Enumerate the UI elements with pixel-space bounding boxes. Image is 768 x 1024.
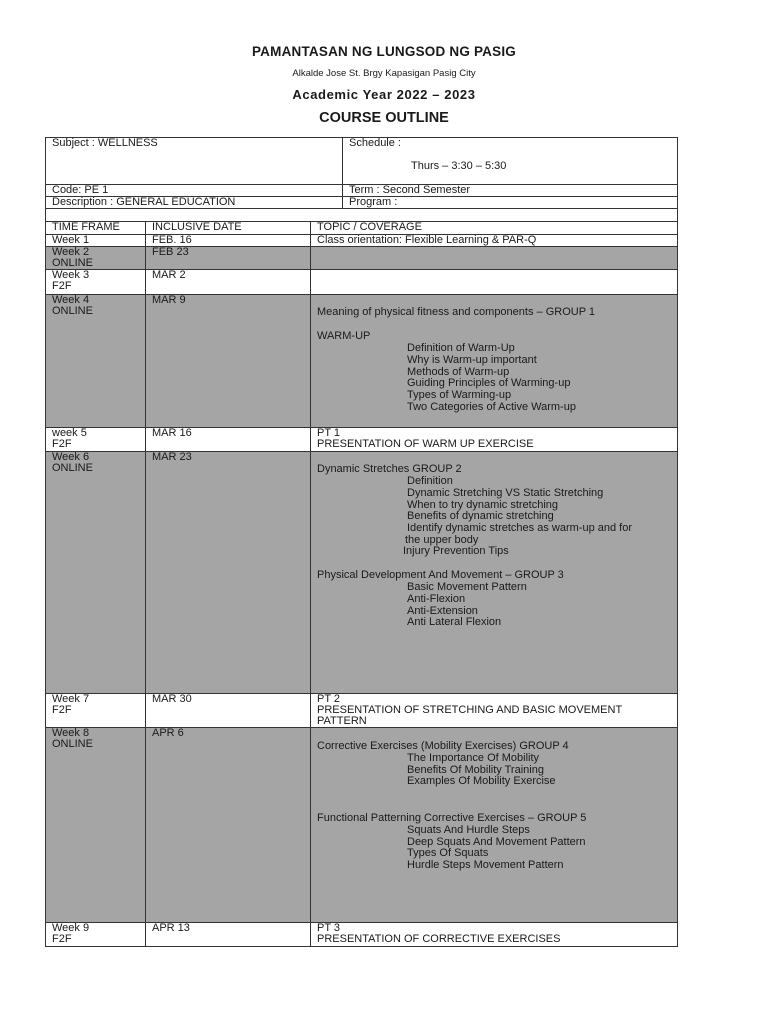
topic-line: Definition <box>407 475 453 487</box>
topic-line: Physical Development And Movement – GROUP 3 <box>317 569 564 581</box>
table-row-week4-topic <box>310 294 678 428</box>
table-row-week5-time <box>45 427 146 452</box>
week-label: Week 2 <box>52 246 90 258</box>
week-label: Week 9 <box>52 922 90 934</box>
table-row-week6-date <box>145 451 311 694</box>
topic-line: PT 1 <box>317 427 341 439</box>
table-row-week7-topic <box>310 693 678 728</box>
table-row-week9-time <box>45 922 146 947</box>
subject-text: Subject : WELLNESS <box>52 137 158 149</box>
mode-label: ONLINE <box>52 738 93 750</box>
table-row-week7-time <box>45 693 146 728</box>
table-row-week2-topic <box>310 246 678 270</box>
topic-line: Anti-Flexion <box>407 593 466 605</box>
university-name: PAMANTASAN NG LUNGSOD NG PASIG <box>251 44 516 59</box>
mode-label: ONLINE <box>52 462 93 474</box>
date-label: MAR 23 <box>152 451 192 463</box>
topic-line: When to try dynamic stretching <box>407 499 559 511</box>
topic-line: WARM-UP <box>317 330 371 342</box>
table-row-week5-date <box>145 427 311 452</box>
date-label: MAR 16 <box>152 427 192 439</box>
mode-label: F2F <box>52 704 72 716</box>
week-label: Week 1 <box>52 234 90 246</box>
topic-line: Examples Of Mobility Exercise <box>407 775 556 787</box>
topic-line: Hurdle Steps Movement Pattern <box>407 859 564 871</box>
col-header-topic <box>310 221 678 235</box>
description-text: Description : GENERAL EDUCATION <box>52 196 236 208</box>
topic-line: Benefits Of Mobility Training <box>407 764 544 776</box>
topic-line: Basic Movement Pattern <box>407 581 527 593</box>
table-row-week3-time <box>45 269 146 295</box>
date-label: FEB 23 <box>152 246 189 258</box>
date-label: FEB. 16 <box>152 234 192 246</box>
table-row-week8-time <box>45 727 146 923</box>
week-label: Week 6 <box>52 451 90 463</box>
topic-line: Squats And Hurdle Steps <box>407 824 530 836</box>
header-topic: TOPIC / COVERAGE <box>317 221 422 233</box>
topic-line: Methods of Warm-up <box>407 366 510 378</box>
header-time-frame: TIME FRAME <box>52 221 120 233</box>
table-row-week9-date <box>145 922 311 947</box>
schedule-cell <box>342 137 678 185</box>
table-row-week6-time <box>45 451 146 694</box>
topic-line: Injury Prevention Tips <box>403 545 509 557</box>
program-text: Program : <box>349 196 398 208</box>
table-row-week5-topic <box>310 427 678 452</box>
date-label: MAR 30 <box>152 693 192 705</box>
topic-line: Types of Warming-up <box>407 389 512 401</box>
table-row-week3-topic <box>310 269 678 295</box>
topic-line: Two Categories of Active Warm-up <box>407 401 576 413</box>
col-header-inclusive-date <box>145 221 311 235</box>
topic-line: The Importance Of Mobility <box>407 752 540 764</box>
topic-line: Identify dynamic stretches as warm-up and for <box>407 522 632 534</box>
topic-line: PT 2 <box>317 693 341 705</box>
week-label: week 5 <box>52 427 87 439</box>
topic-line: Anti-Extension <box>407 605 478 617</box>
table-row-week2-time <box>45 246 146 270</box>
date-label: MAR 9 <box>152 294 186 306</box>
subject-cell <box>45 137 343 185</box>
topic-line: PT 3 <box>317 922 341 934</box>
schedule-value: Thurs – 3:30 – 5:30 <box>411 160 507 172</box>
table-row-week4-time <box>45 294 146 428</box>
topic-line: Class orientation: Flexible Learning & PAR-Q <box>317 234 537 246</box>
term-text: Term : Second Semester <box>349 184 471 196</box>
topic-line: Corrective Exercises (Mobility Exercises) GROUP 4 <box>317 740 569 752</box>
topic-line: Types Of Squats <box>407 847 489 859</box>
week-label: Week 7 <box>52 693 90 705</box>
date-label: APR 13 <box>152 922 190 934</box>
topic-line: Dynamic Stretching VS Static Stretching <box>407 487 604 499</box>
date-label: MAR 2 <box>152 269 186 281</box>
topic-line: Definition of Warm-Up <box>407 342 515 354</box>
topic-line: Benefits of dynamic stretching <box>407 510 554 522</box>
spacer-row <box>45 208 678 222</box>
topic-line: Anti Lateral Flexion <box>407 616 502 628</box>
code-text: Code: PE 1 <box>52 184 109 196</box>
week-label: Week 4 <box>52 294 90 306</box>
date-label: APR 6 <box>152 727 184 739</box>
topic-line: the upper body <box>405 534 479 546</box>
mode-label: F2F <box>52 280 72 292</box>
academic-year: Academic Year 2022 – 2023 <box>292 87 476 102</box>
table-row-week3-date <box>145 269 311 295</box>
mode-label: F2F <box>52 438 72 450</box>
table-row-week7-date <box>145 693 311 728</box>
table-row-week2-date <box>145 246 311 270</box>
topic-line: Meaning of physical fitness and components – GROUP 1 <box>317 306 596 318</box>
table-row-week6-topic <box>310 451 678 694</box>
topic-line: PRESENTATION OF WARM UP EXERCISE <box>317 438 534 450</box>
mode-label: ONLINE <box>52 305 93 317</box>
week-label: Week 8 <box>52 727 90 739</box>
topic-line: PRESENTATION OF STRETCHING AND BASIC MOVEMENT <box>317 704 623 716</box>
col-header-time-frame <box>45 221 146 235</box>
header-inclusive-date: INCLUSIVE DATE <box>152 221 242 233</box>
topic-line: Dynamic Stretches GROUP 2 <box>317 463 462 475</box>
mode-label: F2F <box>52 933 72 945</box>
table-row-week8-topic <box>310 727 678 923</box>
mode-label: ONLINE <box>52 257 93 269</box>
table-row-week4-date <box>145 294 311 428</box>
university-address: Alkalde Jose St. Brgy Kapasigan Pasig City <box>292 68 476 79</box>
week-label: Week 3 <box>52 269 90 281</box>
table-row-week8-date <box>145 727 311 923</box>
document-title: COURSE OUTLINE <box>319 110 449 126</box>
topic-line: Guiding Principles of Warming-up <box>407 377 571 389</box>
topic-line: Functional Patterning Corrective Exercises – GROUP 5 <box>317 812 587 824</box>
table-row-week9-topic <box>310 922 678 947</box>
topic-line: Deep Squats And Movement Pattern <box>407 836 586 848</box>
topic-line: PRESENTATION OF CORRECTIVE EXERCISES <box>317 933 561 945</box>
topic-line: PATTERN <box>317 715 367 727</box>
topic-line: Why is Warm-up important <box>407 354 537 366</box>
schedule-label: Schedule : <box>349 137 401 149</box>
